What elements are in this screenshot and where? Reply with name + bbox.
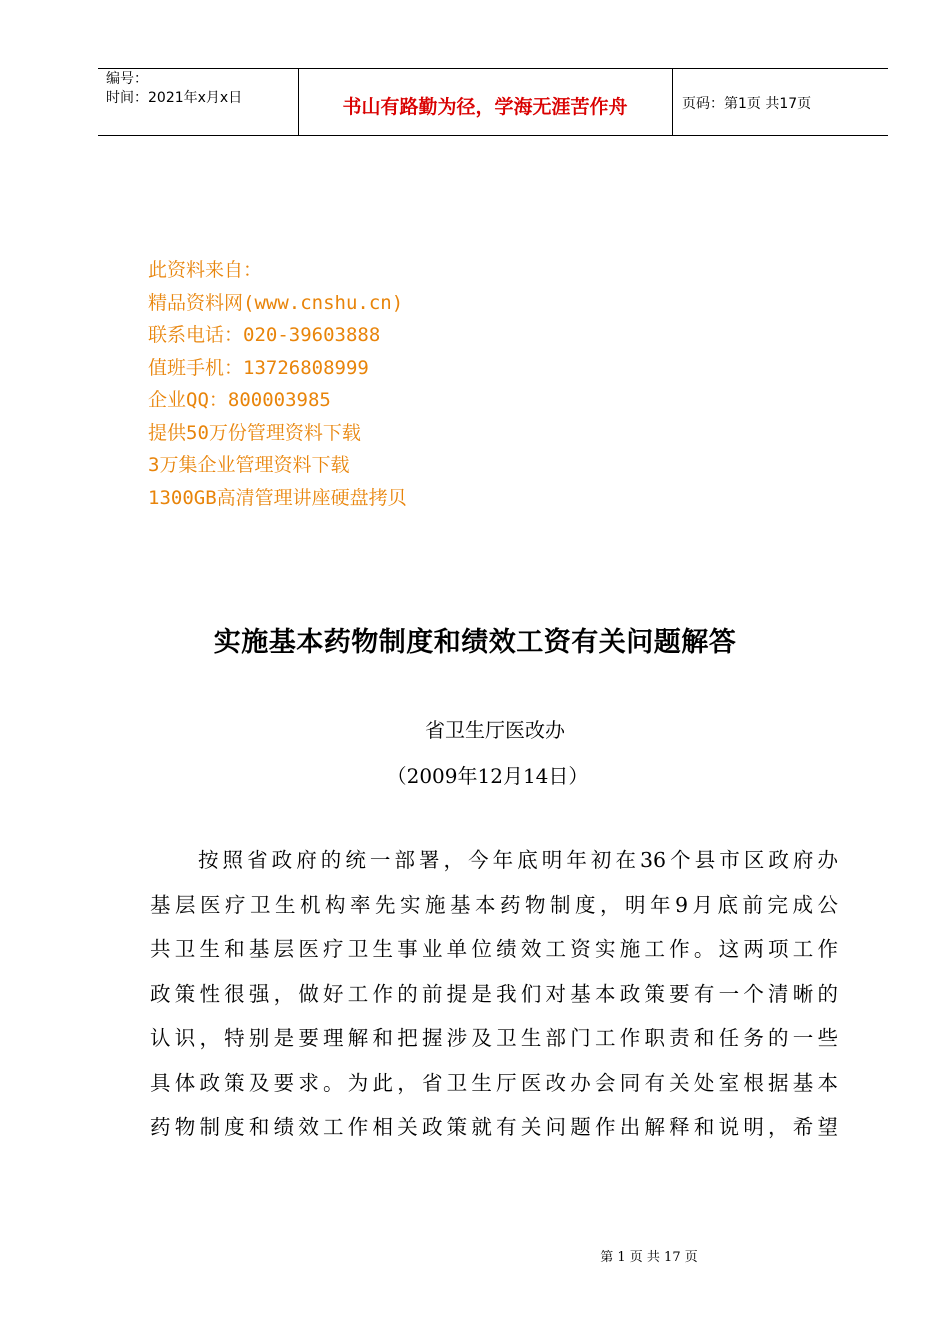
paragraph-line: 共卫生和基层医疗卫生事业单位绩效工资实施工作。这两项工作 — [150, 937, 838, 961]
paragraph-line: 基层医疗卫生机构率先实施基本药物制度，明年9月底前完成公 — [150, 892, 838, 917]
document-date: （2009年12月14日） — [386, 764, 589, 788]
page-footer: 第 1 页 共 17 页 — [600, 1250, 698, 1265]
paragraph-line: 按照省政府的统一部署，今年底明年初在36个县市区政府办 — [198, 848, 838, 872]
source-line: 此资料来自： — [148, 259, 263, 281]
source-line: 值班手机：13726808999 — [148, 356, 369, 379]
source-line: 3万集企业管理资料下载 — [148, 454, 350, 476]
paragraph-line: 政策性很强，做好工作的前提是我们对基本政策要有一个清晰的 — [150, 981, 838, 1006]
paragraph-line: 药物制度和绩效工作相关政策就有关问题作出解释和说明，希望 — [150, 1115, 838, 1139]
header-time-label: 时间：2021年x月x日 — [106, 90, 243, 106]
paragraph-line: 具体政策及要求。为此，省卫生厅医改办会同有关处室根据基本 — [150, 1070, 838, 1095]
source-line: 精品资料网(www.cnshu.cn) — [148, 291, 404, 314]
document-paragraph — [150, 838, 838, 1150]
document-organization: 省卫生厅医改办 — [425, 718, 565, 742]
source-line: 提供50万份管理资料下载 — [148, 421, 361, 444]
source-line: 联系电话：020-39603888 — [148, 324, 381, 346]
header-top-rule — [98, 68, 888, 69]
header-meta — [106, 70, 242, 108]
paragraph-line: 认识，特别是要理解和把握涉及卫生部门工作职责和任务的一些 — [150, 1026, 838, 1050]
header-number-label: 编号： — [106, 71, 148, 87]
source-info-block — [148, 254, 407, 514]
header-divider-right — [672, 68, 673, 136]
header-bottom-rule — [98, 135, 888, 136]
header-page-label: 页码：第1页 共17页 — [682, 96, 812, 112]
document-title: 实施基本药物制度和绩效工资有关问题解答 — [213, 627, 737, 658]
source-line: 1300GB高清管理讲座硬盘拷贝 — [148, 486, 407, 509]
header-motto: 书山有路勤为径，学海无涯苦作舟 — [342, 96, 628, 118]
source-line: 企业QQ：800003985 — [148, 389, 331, 411]
